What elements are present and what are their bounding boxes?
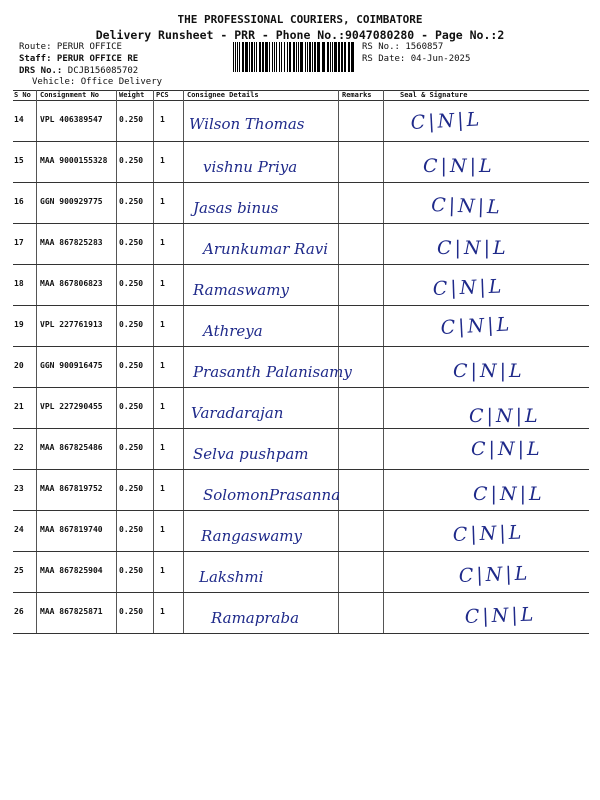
row-consignment-no: MAA 867825283 — [40, 238, 103, 247]
row-handwriting — [13, 388, 589, 429]
table-row — [13, 183, 589, 224]
staff-label: Staff: PERUR OFFICE RE — [19, 54, 139, 64]
col-header-pcs: PCS — [156, 91, 169, 99]
row-sno: 24 — [14, 525, 24, 534]
table-row — [13, 224, 589, 265]
row-handwriting — [13, 429, 589, 470]
row-handwriting — [13, 142, 589, 183]
row-pcs: 1 — [160, 115, 165, 124]
receiver-signature: C|N|L — [469, 405, 541, 427]
drs-value: DCJB156085702 — [67, 66, 139, 76]
row-weight: 0.250 — [119, 238, 144, 247]
row-pcs: 1 — [160, 443, 165, 452]
consignee-handwritten-name: Rangaswamy — [201, 527, 302, 545]
receiver-signature: C|N|L — [410, 108, 483, 134]
row-consignment-no: MAA 867819740 — [40, 525, 103, 534]
consignee-handwritten-name: Wilson Thomas — [189, 115, 305, 133]
barcode-bar — [338, 42, 340, 72]
row-pcs: 1 — [160, 320, 165, 329]
barcode-bar — [272, 42, 273, 72]
row-sno: 18 — [14, 279, 24, 288]
table-row — [13, 511, 589, 552]
barcode-bar — [309, 42, 311, 72]
barcode-bar — [279, 42, 280, 72]
barcode-bar — [274, 42, 275, 72]
row-sno: 25 — [14, 566, 24, 575]
table-row — [13, 388, 589, 429]
col-header-weight: Weight — [119, 91, 145, 99]
barcode-bar — [351, 42, 354, 72]
row-weight: 0.250 — [119, 525, 144, 534]
barcode-bar — [269, 42, 270, 72]
barcode-bar — [293, 42, 295, 72]
barcode-bar — [341, 42, 343, 72]
barcode-bar — [245, 42, 248, 72]
barcode-bar — [348, 42, 350, 72]
row-sno: 16 — [14, 197, 24, 206]
consignee-handwritten-name: Varadarajan — [191, 404, 284, 422]
row-handwriting — [13, 306, 589, 347]
barcode-bar — [298, 42, 299, 72]
route-label: Route: PERUR OFFICE — [19, 42, 122, 52]
row-weight: 0.250 — [119, 484, 144, 493]
barcode-bar — [262, 42, 264, 72]
table-row — [13, 347, 589, 388]
barcode-bar — [314, 42, 316, 72]
row-pcs: 1 — [160, 361, 165, 370]
row-handwriting — [13, 347, 589, 388]
drs-label: DRS No.: — [19, 66, 63, 76]
row-sno: 14 — [14, 115, 24, 124]
row-consignment-no: MAA 867825871 — [40, 607, 103, 616]
row-consignment-no: MAA 867806823 — [40, 279, 103, 288]
row-weight: 0.250 — [119, 402, 144, 411]
barcode-bar — [281, 42, 282, 72]
row-consignment-no: VPL 406389547 — [40, 115, 103, 124]
rs-date: RS Date: 04-Jun-2025 — [362, 54, 471, 64]
barcode-bar — [256, 42, 257, 72]
row-handwriting — [13, 511, 589, 552]
row-handwriting — [13, 265, 589, 306]
row-sno: 19 — [14, 320, 24, 329]
barcode-bar — [276, 42, 277, 72]
row-pcs: 1 — [160, 484, 165, 493]
table-row — [13, 593, 589, 634]
row-pcs: 1 — [160, 197, 165, 206]
col-header-consignee: Consignee Details — [187, 91, 259, 99]
row-weight: 0.250 — [119, 197, 144, 206]
consignee-handwritten-name: SolomonPrasanna — [203, 486, 341, 504]
table-row — [13, 101, 589, 142]
barcode-bar — [330, 42, 331, 72]
receiver-signature: C|N|L — [437, 237, 509, 259]
row-sno: 17 — [14, 238, 24, 247]
row-weight: 0.250 — [119, 115, 144, 124]
row-consignment-no: VPL 227761913 — [40, 320, 103, 329]
barcode-bar — [307, 42, 308, 72]
consignee-handwritten-name: Lakshmi — [199, 568, 264, 586]
row-handwriting — [13, 470, 589, 511]
row-sno: 22 — [14, 443, 24, 452]
barcode-bar — [287, 42, 288, 72]
receiver-signature: C|N|L — [471, 438, 543, 460]
table-row — [13, 429, 589, 470]
row-weight: 0.250 — [119, 566, 144, 575]
runsheet-title: Delivery Runsheet - PRR - Phone No.:9047080280 - Page No.:2 — [95, 28, 505, 42]
col-header-sno: S No — [14, 91, 31, 99]
company-title: THE PROFESSIONAL COURIERS, COIMBATORE — [177, 13, 423, 26]
barcode-bar — [235, 42, 236, 72]
receiver-signature: C|N|L — [432, 275, 505, 300]
barcode-bar — [305, 42, 306, 72]
row-weight: 0.250 — [119, 361, 144, 370]
table-top-rule — [13, 90, 589, 91]
row-consignment-no: MAA 9000155328 — [40, 156, 108, 165]
consignee-handwritten-name: vishnu Priya — [203, 158, 298, 176]
table-row — [13, 265, 589, 306]
barcode-bar — [300, 42, 303, 72]
runsheet-table — [13, 90, 589, 633]
table-row — [13, 306, 589, 347]
barcode-bar — [332, 42, 333, 72]
barcode-bar — [312, 42, 313, 72]
consignee-handwritten-name: Athreya — [203, 322, 263, 340]
row-pcs: 1 — [160, 238, 165, 247]
row-pcs: 1 — [160, 607, 165, 616]
row-handwriting — [13, 101, 589, 142]
barcode-bar — [317, 42, 320, 72]
row-pcs: 1 — [160, 566, 165, 575]
receiver-signature: C|N|L — [423, 155, 495, 177]
row-weight: 0.250 — [119, 607, 144, 616]
barcode-bar — [344, 42, 346, 72]
row-pcs: 1 — [160, 279, 165, 288]
table-row — [13, 470, 589, 511]
barcode-bar — [242, 42, 244, 72]
barcode-bar — [259, 42, 261, 72]
consignee-handwritten-name: Prasanth Palanisamy — [193, 363, 352, 381]
barcode-bar — [239, 42, 240, 72]
row-handwriting — [13, 183, 589, 224]
row-consignment-no: GGN 900929775 — [40, 197, 103, 206]
row-sno: 26 — [14, 607, 24, 616]
row-divider — [13, 633, 589, 634]
consignee-handwritten-name: Arunkumar Ravi — [203, 240, 329, 258]
barcode-bar — [289, 42, 291, 72]
receiver-signature: C|N|L — [430, 194, 504, 219]
barcode-bar — [284, 42, 285, 72]
row-weight: 0.250 — [119, 320, 144, 329]
barcode-bar — [296, 42, 297, 72]
row-sno: 23 — [14, 484, 24, 493]
col-header-consignment: Consignment No — [40, 91, 100, 99]
table-row — [13, 142, 589, 183]
barcode-bar — [327, 42, 329, 72]
row-pcs: 1 — [160, 525, 165, 534]
receiver-signature: C|N|L — [458, 562, 531, 587]
row-handwriting — [13, 224, 589, 265]
barcode-bar — [265, 42, 268, 72]
row-consignment-no: MAA 867825904 — [40, 566, 103, 575]
row-weight: 0.250 — [119, 279, 144, 288]
receiver-signature: C|N|L — [453, 360, 525, 382]
row-sno: 15 — [14, 156, 24, 165]
barcode-bar — [322, 42, 325, 72]
row-handwriting — [13, 593, 589, 634]
barcode-bar — [254, 42, 255, 72]
row-consignment-no: MAA 867825486 — [40, 443, 103, 452]
row-consignment-no: MAA 867819752 — [40, 484, 103, 493]
row-pcs: 1 — [160, 156, 165, 165]
drs-number — [19, 66, 138, 76]
consignee-handwritten-name: Selva pushpam — [193, 445, 309, 463]
table-row — [13, 552, 589, 593]
barcode-bar — [249, 42, 250, 72]
consignee-handwritten-name: Ramaswamy — [193, 281, 289, 299]
row-handwriting — [13, 552, 589, 593]
col-header-remarks: Remarks — [342, 91, 372, 99]
receiver-signature: C|N|L — [464, 603, 537, 628]
receiver-signature: C|N|L — [452, 521, 525, 546]
row-consignment-no: GGN 900916475 — [40, 361, 103, 370]
consignee-handwritten-name: Ramapraba — [211, 609, 300, 627]
row-sno: 20 — [14, 361, 24, 370]
row-consignment-no: VPL 227290455 — [40, 402, 103, 411]
row-pcs: 1 — [160, 402, 165, 411]
receiver-signature: C|N|L — [440, 313, 513, 339]
barcode-bar — [334, 42, 337, 72]
consignee-handwritten-name: Jasas binus — [193, 199, 279, 217]
col-header-seal: Seal & Signature — [400, 91, 468, 99]
row-weight: 0.250 — [119, 443, 144, 452]
receiver-signature: C|N|L — [473, 483, 545, 505]
vehicle-label: Vehicle: Office Delivery — [32, 77, 163, 87]
rs-number: RS No.: 1560857 — [362, 42, 444, 52]
row-weight: 0.250 — [119, 156, 144, 165]
barcode-bar — [237, 42, 238, 72]
barcode-image — [232, 42, 356, 72]
barcode-bar — [233, 42, 234, 72]
row-sno: 21 — [14, 402, 24, 411]
barcode-bar — [251, 42, 253, 72]
